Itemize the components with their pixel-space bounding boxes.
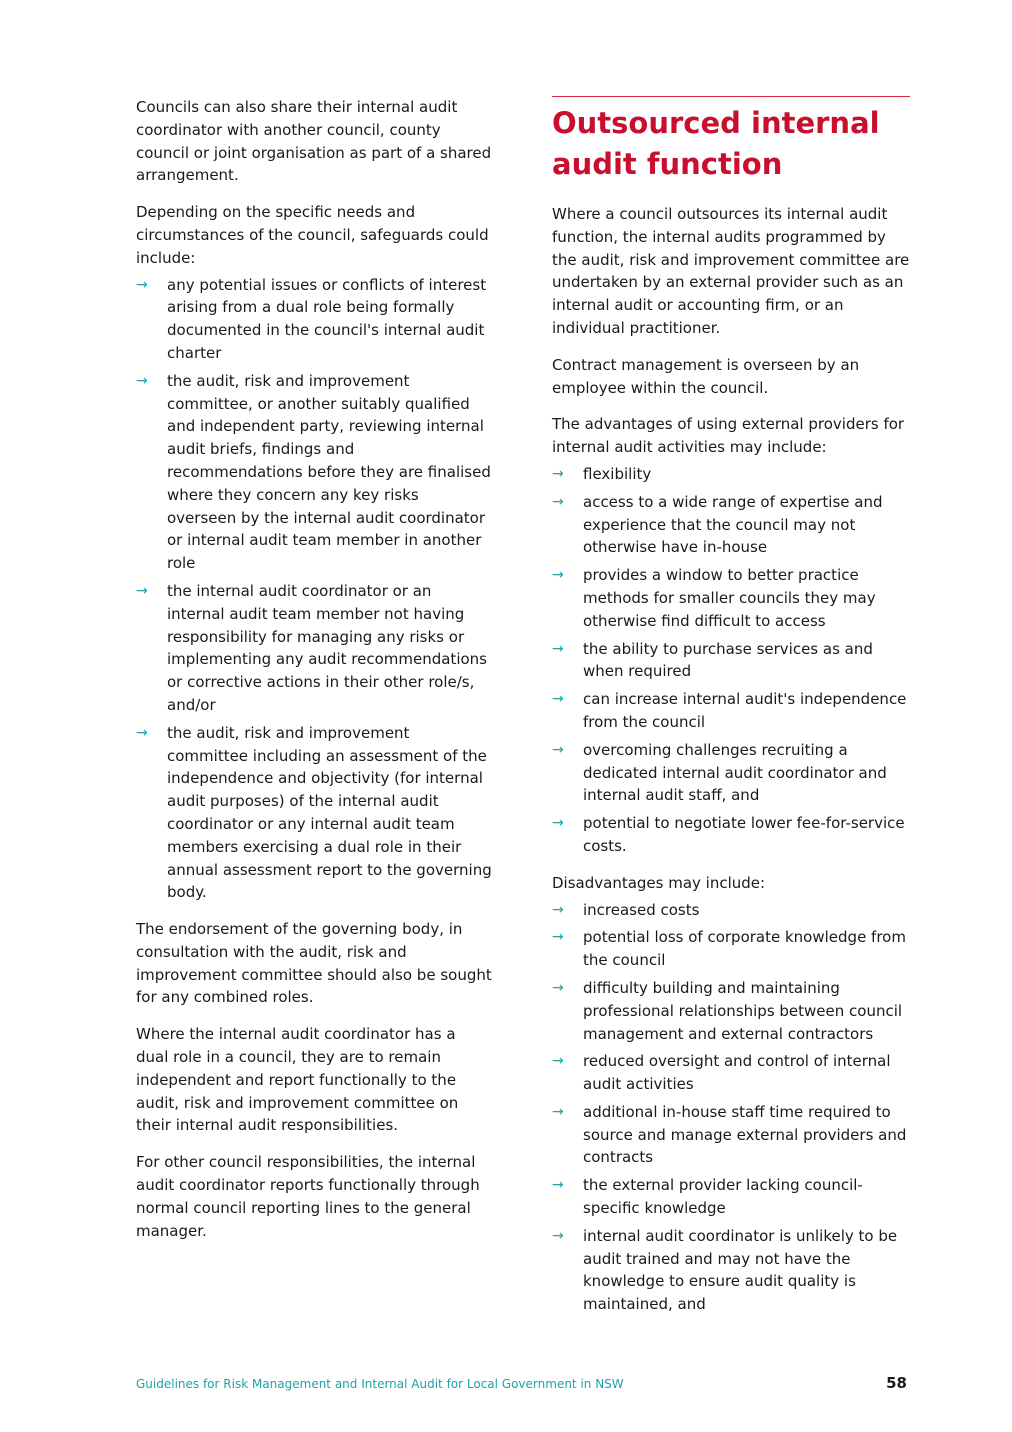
list-item-text: increased costs [583,900,700,919]
list-item [136,370,492,575]
arrow-right-icon: → [552,465,564,482]
right-paragraph-2: Contract management is overseen by an employee within the council. [552,355,860,397]
arrow-right-icon: → [552,815,564,832]
list-item [552,1225,910,1316]
list-item-text: reduced oversight and control of internal audit activities [583,1052,891,1094]
list-item [552,977,910,1045]
list-item-text: the external provider lacking council-specific knowledge [583,1176,863,1218]
arrow-right-icon: → [552,929,564,946]
list-item-text: can increase internal audit's independence from the council [583,690,907,731]
list-item-text: overcoming challenges recruiting a dedicated internal audit coordinator and internal audit staff, and [583,740,887,805]
arrow-right-icon: → [552,741,564,758]
list-item [552,1174,910,1220]
list-item-text: internal audit coordinator is unlikely to be audit trained and may not have the knowledge to ensure audit quality is maintained, and [583,1226,898,1314]
list-item-text: the audit, risk and improvement committee including an assessment of the independence and objectivity (for internal audit purposes) of the internal audit coordinator or any internal audit team members exercising a dual role in their annual assessment report to the governing body. [167,723,492,902]
left-paragraph-2: Depending on the specific needs and circumstances of the council, safeguards could include: [136,203,489,267]
list-item [552,739,910,807]
arrow-right-icon: → [552,1103,564,1120]
right-paragraph-3: The advantages of using external providers for internal audit activities may include: [552,415,905,457]
list-item [552,1101,910,1169]
list-item [136,274,492,365]
left-paragraph-1: Councils can also share their internal audit coordinator with another council, county council or joint organisation as part of a shared arrangement. [136,98,492,185]
left-column [136,96,492,1256]
list-item-text: potential loss of corporate knowledge from the council [583,928,906,970]
arrow-right-icon: → [136,724,148,741]
right-paragraph-1: Where a council outsources its internal audit function, the internal audits programmed by the audit, risk and improvement committee are undertaken by an external provider such as an internal audit or accounting firm, or an individual practitioner. [552,205,910,337]
list-item-text: the audit, risk and improvement committee, or another suitably qualified and independent party, reviewing internal audit briefs, findings and recommendations before they are finalised where they concern any key risks overseen by the internal audit coordinator or internal audit team member in another role [167,371,491,573]
list-item [552,812,910,858]
list-item-text: potential to negotiate lower fee-for-service costs. [583,814,905,855]
list-item-text: difficulty building and maintaining professional relationships between council management and external contractors [583,978,903,1043]
left-paragraph-3: The endorsement of the governing body, in consultation with the audit, risk and improvement committee should also be sought for any combined roles. [136,920,492,1007]
list-item [552,491,910,559]
heading-rule [552,96,910,97]
right-paragraph-4: Disadvantages may include: [552,873,766,892]
arrow-right-icon: → [552,1227,564,1244]
arrow-right-icon: → [552,691,564,708]
left-paragraph-4: Where the internal audit coordinator has a dual role in a council, they are to remain independent and report functionally to the audit, risk and improvement committee on their internal audit responsibilities. [136,1025,459,1135]
footer-title: Guidelines for Risk Management and Internal Audit for Local Government in NSW [136,1377,624,1391]
disadvantages-list [552,899,910,1317]
safeguards-list [136,274,492,905]
section-heading: Outsourced internal audit function [552,106,880,181]
list-item [552,688,910,734]
arrow-right-icon: → [552,901,564,918]
list-item-text: additional in-house staff time required to source and manage external providers and contracts [583,1102,907,1167]
list-item [136,722,492,904]
list-item-text: the internal audit coordinator or an internal audit team member not having responsibility for managing any risks or implementing any audit recommendations or corrective actions in their other role/s, and/or [167,581,487,714]
arrow-right-icon: → [552,567,564,584]
list-item-text: access to a wide range of expertise and experience that the council may not otherwise have in-house [583,492,883,557]
right-column [552,96,910,1330]
list-item [552,1050,910,1096]
arrow-right-icon: → [552,1053,564,1070]
arrow-right-icon: → [552,640,564,657]
list-item [552,463,910,486]
arrow-right-icon: → [136,582,148,599]
advantages-list [552,463,910,858]
arrow-right-icon: → [136,276,148,293]
arrow-right-icon: → [136,372,148,389]
list-item [136,580,492,717]
list-item [552,899,910,922]
arrow-right-icon: → [552,493,564,510]
left-paragraph-5: For other council responsibilities, the internal audit coordinator reports functionally through normal council reporting lines to the general manager. [136,1153,480,1240]
arrow-right-icon: → [552,979,564,996]
list-item-text: provides a window to better practice methods for smaller councils they may otherwise find difficult to access [583,566,876,630]
list-item [552,564,910,632]
page-number: 58 [886,1374,907,1392]
list-item-text: the ability to purchase services as and when required [583,639,873,681]
list-item [552,638,910,684]
list-item-text: flexibility [583,464,652,483]
list-item-text: any potential issues or conflicts of interest arising from a dual role being formally documented in the council's internal audit charter [167,275,487,362]
list-item [552,926,910,972]
arrow-right-icon: → [552,1177,564,1194]
